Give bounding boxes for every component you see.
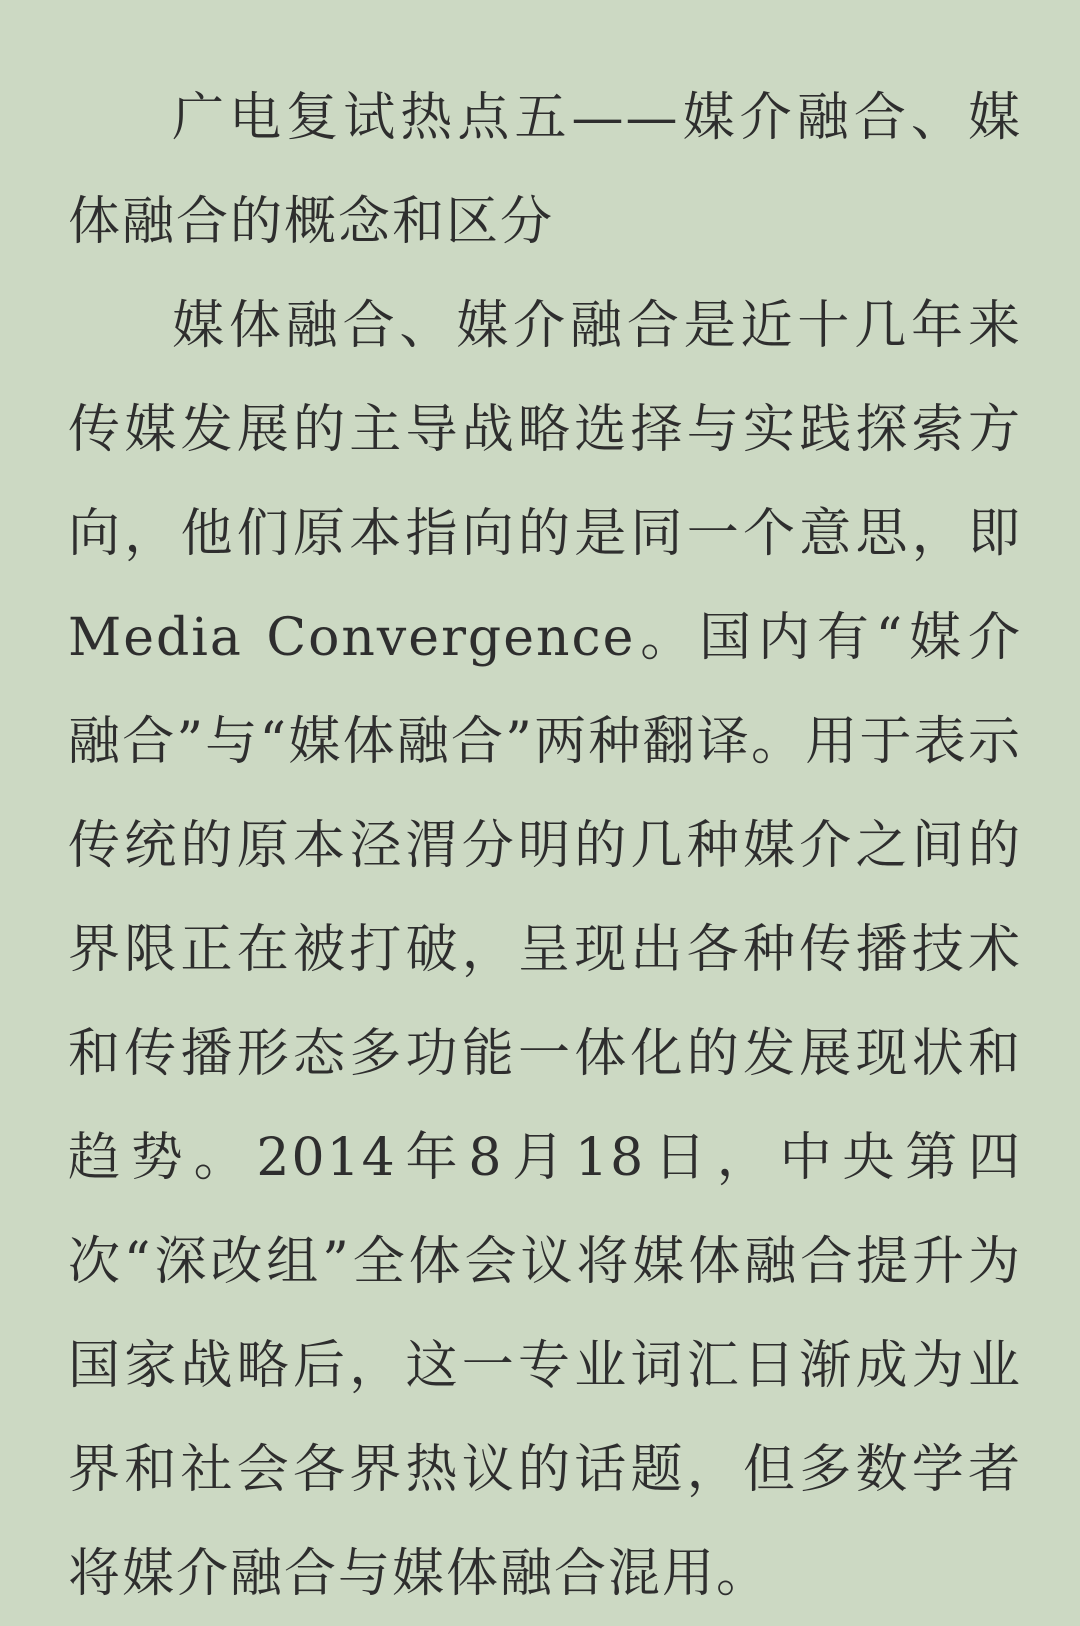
document-body-paragraph: 媒体融合、媒介融合是近十几年来传媒发展的主导战略选择与实践探索方向，他们原本指向的是同一个意思，即Media Convergence。国内有“媒介融合”与“媒体融合”两种翻译。用于表示传统的原本泾渭分明的几种媒介之间的界限正在被打破，呈现出各种传播技术和传播形态多功能一体化的发展现状和趋势。2014年8月18日，中央第四次“深改组”全体会议将媒体融合提升为国家战略后，这一专业词汇日渐成为业界和社会各界热议的话题，但多数学者将媒介融合与媒体融合混用。 [68, 296, 1022, 1604]
document-heading: 广电复试热点五——媒介融合、媒体融合的概念和区分 [68, 88, 1022, 252]
